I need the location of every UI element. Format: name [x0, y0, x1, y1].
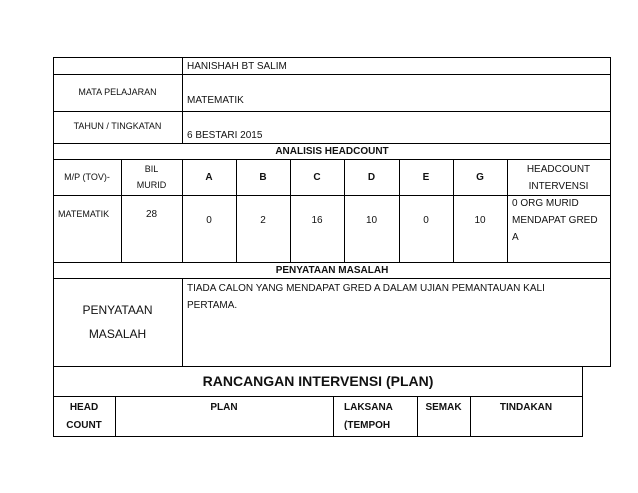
row-grade-e: 0 [423, 215, 429, 226]
plan-col-laksana-line2: (TEMPOH [344, 420, 391, 431]
plan-title: RANCANGAN INTERVENSI (PLAN) [202, 373, 434, 389]
row-grade-d: 10 [365, 215, 378, 226]
problem-label-line2: MASALAH [88, 327, 147, 341]
plan-col-plan: PLAN [210, 402, 238, 413]
plan-col-head-line1: HEAD [69, 402, 99, 413]
row-grade-g: 10 [474, 215, 486, 226]
subject-value: MATEMATIK [187, 95, 244, 106]
col-mp-header: M/P (TOV)- [64, 172, 110, 182]
col-bil-header-line1: BIL [144, 164, 159, 174]
grade-header-b: B [259, 172, 267, 183]
row-grade-c: 16 [311, 215, 323, 226]
problem-title: PENYATAAN MASALAH [275, 265, 389, 276]
analysis-title: ANALISIS HEADCOUNT [275, 146, 389, 157]
grade-header-g: G [476, 172, 484, 183]
col-bil-header-line2: MURID [136, 180, 167, 190]
student-name: HANISHAH BT SALIM [187, 61, 287, 72]
grade-header-a: A [205, 172, 213, 183]
col-headcount-header-line2: INTERVENSI [528, 181, 589, 192]
row-headcount-line1: 0 ORG MURID [512, 198, 579, 209]
col-headcount-header-line1: HEADCOUNT [526, 164, 591, 175]
row-bil: 28 [145, 209, 158, 220]
subject-label: MATA PELAJARAN [78, 87, 157, 97]
row-grade-b: 2 [260, 215, 266, 226]
row-headcount-line3: A [512, 232, 519, 243]
plan-col-head-line2: COUNT [66, 420, 102, 431]
year-label: TAHUN / TINGKATAN [73, 121, 162, 131]
plan-col-semak: SEMAK [425, 402, 462, 413]
row-headcount-line2: MENDAPAT GRED [512, 215, 598, 226]
problem-text-line1: TIADA CALON YANG MENDAPAT GRED A DALAM UJIAN PEMANTAUAN KALI [187, 283, 545, 294]
grade-header-e: E [422, 172, 430, 183]
grade-header-d: D [367, 172, 376, 183]
year-value: 6 BESTARI 2015 [187, 130, 263, 141]
plan-col-laksana-line1: LAKSANA [344, 402, 393, 413]
problem-label-line1: PENYATAAN [82, 303, 153, 317]
row-subject: MATEMATIK [58, 209, 110, 219]
row-grade-a: 0 [206, 215, 212, 226]
plan-col-tindakan: TINDAKAN [499, 402, 553, 413]
grade-header-c: C [313, 172, 321, 183]
problem-text-line2: PERTAMA. [187, 300, 238, 311]
